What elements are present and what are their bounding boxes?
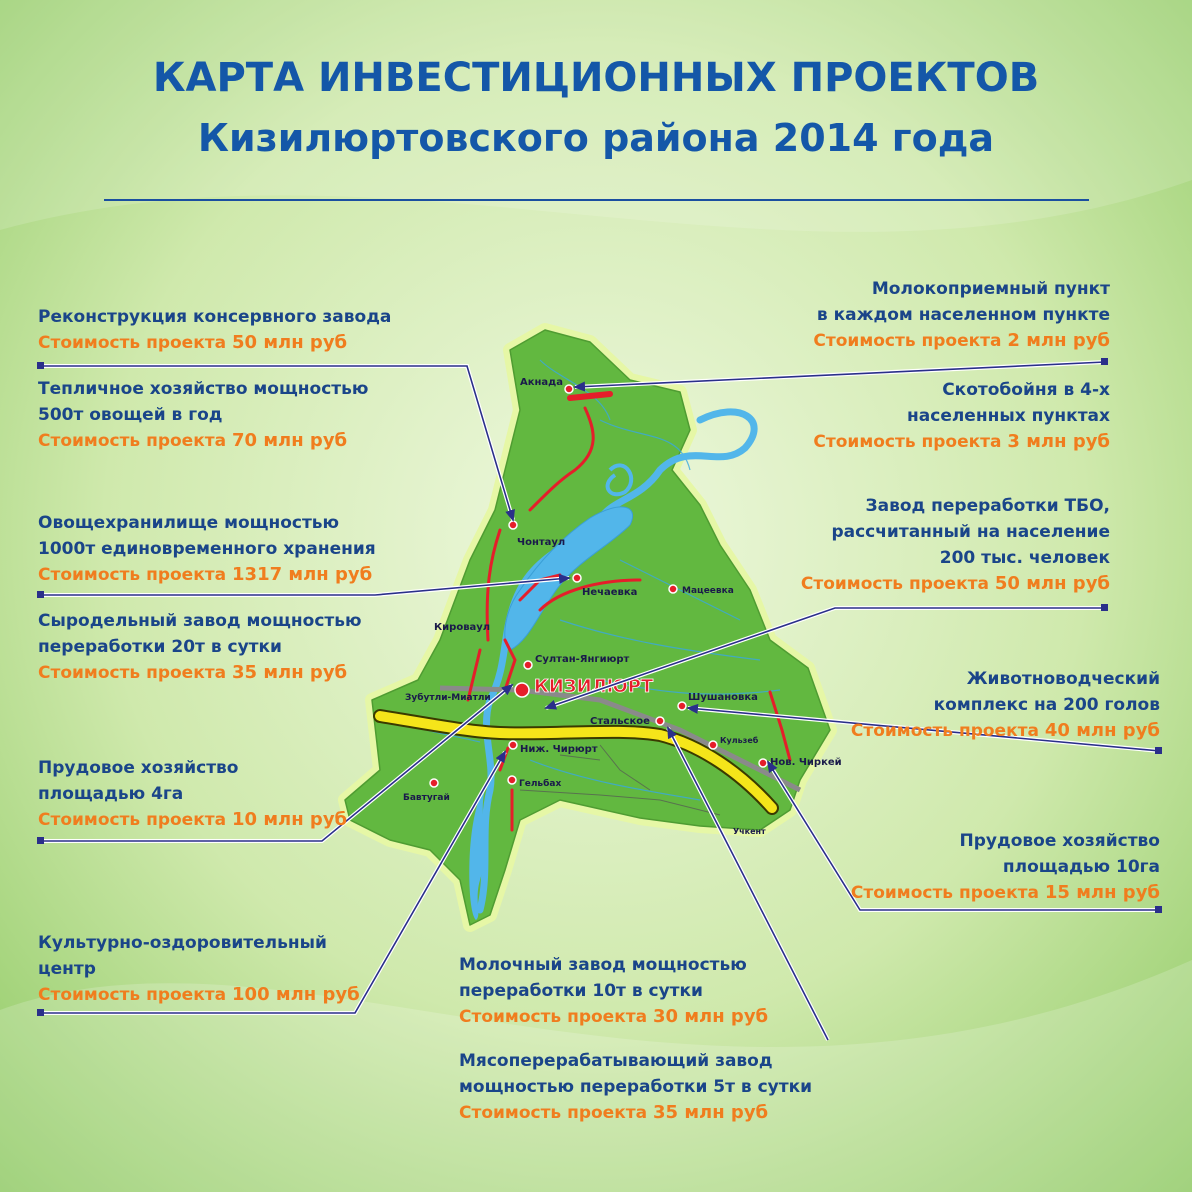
cost-label: Стоимость проекта (813, 331, 1002, 351)
cost-label: Стоимость проекта (38, 431, 227, 451)
project-livestock (851, 666, 1160, 744)
cost-value: 40 млн руб (1044, 720, 1160, 741)
town-matseevka: Мацеевка (682, 586, 734, 596)
project-name-line3: 200 тыс. человек (939, 548, 1110, 568)
project-name-line2: площадью 4га (38, 784, 184, 804)
cost-label: Стоимость проекта (38, 663, 227, 683)
town-uchkent: Учкент (733, 827, 766, 836)
project-name-line2: переработки 10т в сутки (459, 981, 703, 1001)
project-name-line1: Тепличное хозяйство мощностью (38, 379, 369, 399)
project-name-line2: центр (38, 959, 96, 979)
town-sultan: Султан-Янгиюрт (535, 654, 630, 665)
town-shushanovka: Шушановка (688, 692, 758, 703)
project-name-line2: переработки 20т в сутки (38, 637, 282, 657)
project-name-line1: Мясоперерабатывающий завод (459, 1051, 773, 1071)
city-kizilyurt: КИЗИЛЮРТ (534, 676, 654, 697)
town-bavtugay: Бавтугай (403, 793, 450, 803)
town-aknada: Акнада (520, 377, 564, 388)
cost-value: 2 млн руб (1007, 330, 1110, 351)
project-name-line1: Животноводческий (966, 669, 1160, 689)
town-stalskoe: Стальское (590, 716, 650, 727)
project-pond4 (38, 755, 347, 833)
project-name-line1: Молочный завод мощностью (459, 955, 747, 975)
connector-end-livestock (1155, 747, 1162, 754)
project-name-line2: рассчитанный на население (831, 522, 1110, 542)
town-gelbakh: Гельбах (519, 779, 562, 789)
project-name-line1: Скотобойня в 4-х (942, 380, 1110, 400)
cost-value: 50 млн руб (232, 332, 348, 353)
project-name-line2: комплекс на 200 голов (933, 695, 1160, 715)
project-slaughter (813, 377, 1110, 455)
cost-value: 35 млн руб (653, 1102, 769, 1123)
project-greenhouse (38, 376, 368, 454)
cost-value: 70 млн руб (232, 430, 348, 451)
cost-label: Стоимость проекта (459, 1103, 648, 1123)
project-milkpoint (813, 276, 1110, 354)
project-meat (459, 1048, 812, 1126)
cost-value: 30 млн руб (653, 1006, 769, 1027)
cost-label: Стоимость проекта (38, 985, 227, 1005)
cost-value: 50 млн руб (994, 573, 1110, 594)
project-name-line2: в каждом населенном пункте (816, 305, 1110, 325)
project-name: Реконструкция консервного завода (38, 307, 392, 327)
project-name-line2: 1000т единовременного хранения (38, 539, 376, 559)
connector-end-pond10 (1155, 906, 1162, 913)
connector-end-milkpoint (1101, 358, 1108, 365)
page-subtitle: Кизилюртовского района 2014 года (197, 116, 995, 160)
town-novchirkey: Нов. Чиркей (770, 757, 842, 768)
project-name-line1: Овощехранилище мощностью (38, 513, 340, 533)
connector-end-waste (1101, 604, 1108, 611)
project-name-line1: Прудовое хозяйство (959, 831, 1160, 851)
cost-label: Стоимость проекта (38, 810, 227, 830)
cost-label: Стоимость проекта (850, 883, 1039, 903)
connector-end-vegstore (37, 591, 44, 598)
project-vegstore (38, 510, 376, 588)
project-name-line1: Культурно-оздоровительный (38, 933, 327, 953)
town-nizhchiryurt: Ниж. Чирюрт (520, 744, 598, 755)
cost-value: 3 млн руб (1007, 431, 1110, 452)
cost-value: 100 млн руб (232, 984, 360, 1005)
connector-end-pond4 (37, 837, 44, 844)
project-waste (801, 493, 1110, 597)
project-name-line1: Завод переработки ТБО, (865, 496, 1110, 516)
project-name-line1: Сыродельный завод мощностью (38, 611, 362, 631)
town-kirovaul: Кироваул (434, 622, 491, 633)
town-nechaevka: Нечаевка (582, 587, 638, 598)
town-chontaul: Чонтаул (517, 537, 566, 548)
cost-value: 15 млн руб (1044, 882, 1160, 903)
connector-end-culture (37, 1009, 44, 1016)
connector-end-cannery (37, 362, 44, 369)
page-title: КАРТА ИНВЕСТИЦИОННЫХ ПРОЕКТОВ (152, 55, 1040, 101)
project-name-line1: Молокоприемный пункт (871, 279, 1110, 299)
cost-label: Стоимость проекта (38, 333, 227, 353)
project-name-line2: площадью 10га (1002, 857, 1160, 877)
cost-label: Стоимость проекта (800, 574, 989, 594)
cost-label: Стоимость проекта (459, 1007, 648, 1027)
cost-value: 35 млн руб (232, 662, 348, 683)
project-dairy (459, 952, 768, 1030)
project-name-line2: 500т овощей в год (38, 405, 223, 425)
town-kulzeb: Кульзеб (720, 736, 759, 745)
project-name-line1: Прудовое хозяйство (38, 758, 239, 778)
project-pond10 (851, 828, 1160, 906)
town-zubutli: Зубутли-Миатли (405, 693, 491, 703)
project-culture (38, 930, 360, 1008)
project-cannery (38, 304, 391, 356)
cost-value: 10 млн руб (232, 809, 348, 830)
cost-value: 1317 млн руб (232, 564, 373, 585)
cost-label: Стоимость проекта (850, 721, 1039, 741)
project-name-line2: населенных пунктах (907, 406, 1110, 426)
cost-label: Стоимость проекта (38, 565, 227, 585)
cost-label: Стоимость проекта (813, 432, 1002, 452)
project-name-line2: мощностью переработки 5т в сутки (459, 1077, 813, 1097)
project-cheese (38, 608, 362, 686)
